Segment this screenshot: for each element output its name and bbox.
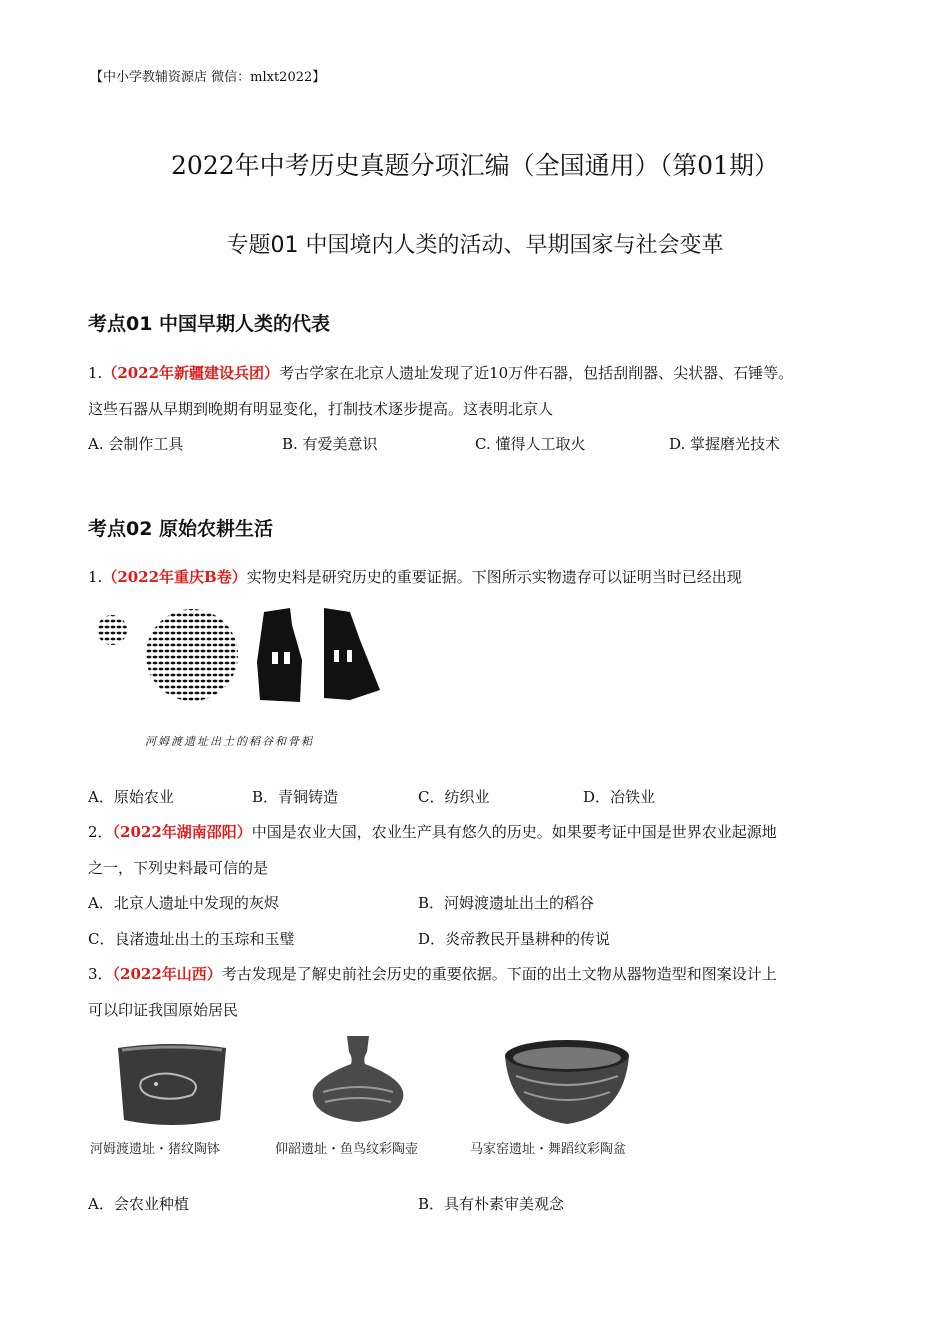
option-b: B．青铜铸造 (252, 788, 339, 806)
bone-spade-left (257, 608, 302, 702)
question-s2-q2-line2: 之一，下列史料最可信的是 (88, 859, 269, 877)
page-subtitle: 专题01 中国境内人类的活动、早期国家与社会变革 (226, 233, 724, 258)
question-text: 实物史料是研究历史的重要证据。下图所示实物遗存可以证明当时已经出现 (246, 568, 742, 586)
option-b: B．河姆渡遗址出土的稻谷 (418, 894, 595, 912)
question-s2-q1-line1 (88, 566, 742, 587)
question-s2-q3-line1 (88, 963, 777, 984)
figure-caption: 河姆渡遗址出土的稻谷和骨耜 (145, 735, 314, 748)
question-number: 2． (88, 823, 113, 841)
question-s1-q1-line2: 这些石器从早期到晚期有明显变化，打制技术逐步提高。这表明北京人 (88, 400, 554, 418)
question-source: （2022年湖南邵阳） (112, 823, 252, 841)
section-heading-2: 考点02 原始农耕生活 (88, 518, 274, 540)
artifact-caption-2: 仰韶遗址・鱼鸟纹彩陶壶 (275, 1142, 419, 1157)
question-text: 考古学家在北京人遗址发现了近10万件石器，包括刮削器、尖状器、石锤等。 (279, 364, 794, 382)
header-note: 【中小学教辅资源店 微信：mlxt2022】 (90, 70, 326, 85)
rice-grain-large-cluster (146, 609, 238, 701)
question-s2-q3-line2: 可以印证我国原始居民 (88, 1001, 239, 1019)
option-c: C．良渚遗址出土的玉琮和玉璧 (88, 930, 295, 948)
section-heading-1: 考点01 中国早期人类的代表 (88, 313, 331, 335)
question-text: 考古发现是了解史前社会历史的重要依据。下面的出土文物从器物造型和图案设计上 (221, 965, 777, 983)
question-number: 3． (88, 965, 113, 983)
option-b: B．具有朴素审美观念 (418, 1195, 565, 1213)
option-c: C．纺织业 (418, 788, 490, 806)
page-title: 2022年中考历史真题分项汇编（全国通用）（第01期） (171, 151, 779, 180)
option-d: D. 掌握磨光技术 (669, 435, 781, 453)
option-b: B. 有爱美意识 (282, 435, 378, 453)
option-a: A．原始农业 (88, 788, 174, 806)
question-source: （2022年重庆B卷） (102, 568, 247, 586)
question-s1-q1-line1 (88, 362, 793, 383)
question-source: （2022年新疆建设兵团） (102, 364, 280, 382)
option-a: A. 会制作工具 (88, 435, 184, 453)
artifact-caption-1: 河姆渡遗址・猪纹陶钵 (90, 1142, 221, 1157)
option-d: D．冶铁业 (583, 788, 656, 806)
pig-pattern-pottery-bowl-image (112, 1040, 232, 1130)
option-c: C. 懂得人工取火 (475, 435, 586, 453)
rice-grain-small-cluster (97, 615, 127, 645)
question-number: 1. (88, 568, 103, 586)
rice-and-bone-spade-figure (92, 600, 392, 710)
option-a: A．会农业种植 (88, 1195, 189, 1213)
dancing-pattern-pottery-basin-image (500, 1036, 635, 1131)
question-s2-q2-line1 (88, 821, 777, 842)
question-number: 1. (88, 364, 103, 382)
artifact-caption-3: 马家窑遗址・舞蹈纹彩陶盆 (470, 1142, 627, 1157)
option-d: D．炎帝教民开垦耕种的传说 (418, 930, 611, 948)
fish-bird-pottery-pot-image (303, 1032, 413, 1132)
option-a: A．北京人遗址中发现的灰烬 (88, 894, 279, 912)
question-text: 中国是农业大国，农业生产具有悠久的历史。如果要考证中国是世界农业起源地 (251, 823, 777, 841)
question-source: （2022年山西） (112, 965, 222, 983)
